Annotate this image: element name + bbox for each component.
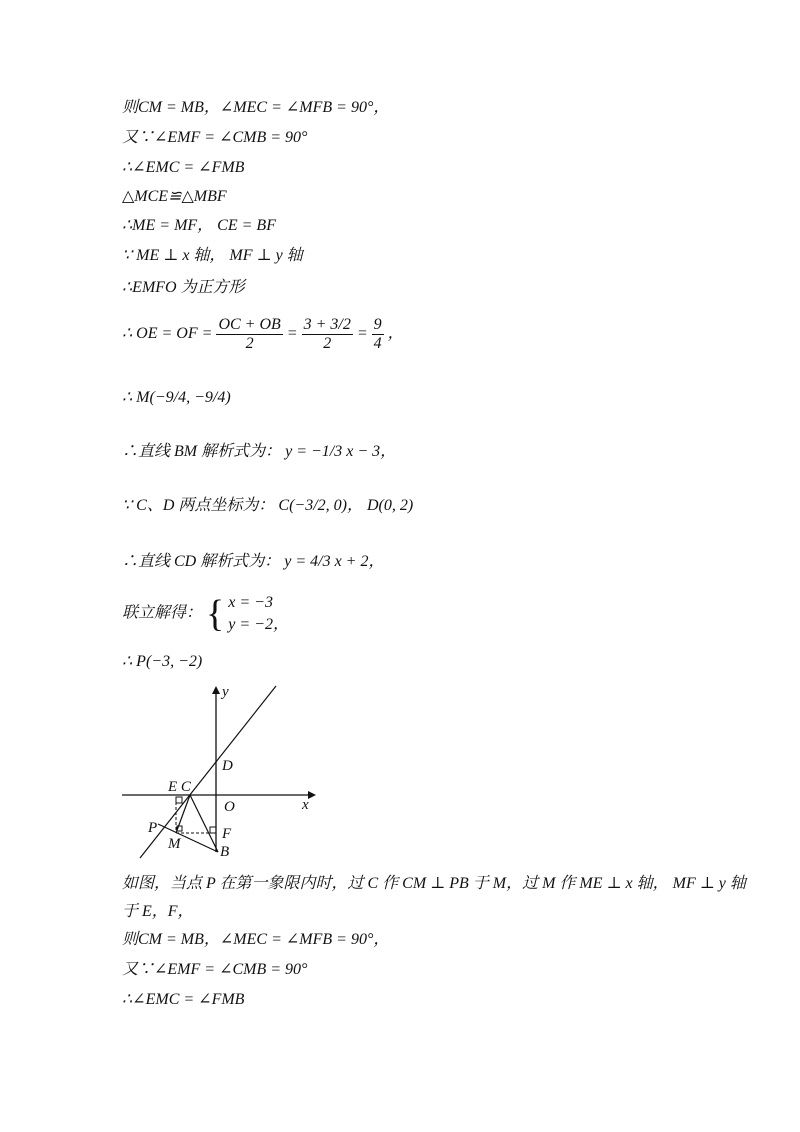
line-16: 于 E，F， — [122, 903, 194, 920]
line-2: 又∵∠EMF = ∠CMB = 90° — [122, 129, 308, 146]
line-6: ∵ ME ⊥ x 轴， MF ⊥ y 轴 — [122, 247, 303, 264]
line-4: △MCE≌△MBF — [122, 188, 227, 205]
fraction-1-num: OC + OB — [218, 316, 281, 333]
segment-cb — [190, 795, 218, 852]
line-1: 则CM = MB，∠MEC = ∠MFB = 90°， — [122, 99, 390, 116]
fraction-3-num: 9 — [373, 316, 382, 333]
fraction-1 — [216, 316, 282, 353]
label-y: y — [222, 684, 229, 700]
label-x: x — [302, 797, 309, 813]
fraction-1-den: 2 — [245, 335, 254, 352]
label-o: O — [224, 799, 235, 815]
line-17: 则CM = MB，∠MEC = ∠MFB = 90°， — [122, 931, 390, 948]
line-7: ∴EMFO 为正方形 — [122, 279, 245, 296]
line-11: ∵ C、D 两点坐标为： C(−3/2, 0)， D(0, 2) — [122, 497, 414, 514]
fraction-3 — [372, 316, 384, 353]
segment-cm — [176, 795, 190, 833]
fraction-2-num: 3 + 3/2 — [303, 316, 351, 333]
eq-end: ， — [387, 325, 404, 343]
label-b: B — [220, 844, 230, 860]
line-8 — [122, 316, 404, 353]
system-eq-1: x = −3 — [228, 594, 273, 611]
label-p: P — [148, 820, 158, 836]
y-axis-arrow-icon — [212, 686, 220, 694]
fraction-2-den: 2 — [323, 335, 332, 352]
eq-mid-2: = — [356, 325, 372, 343]
label-f: F — [222, 826, 232, 842]
right-angle-f — [210, 827, 216, 833]
fraction-3-den: 4 — [373, 335, 382, 352]
line-14: ∴ P(−3, −2) — [122, 653, 203, 670]
eq-prefix: ∴ OE = OF = — [122, 325, 217, 343]
line-12: ∴直线 CD 解析式为： y = 4/3 x + 2， — [122, 553, 385, 570]
geometry-figure — [118, 680, 318, 860]
line-19: ∴∠EMC = ∠FMB — [122, 991, 245, 1008]
solve-prefix: 联立解得： — [122, 604, 203, 622]
line-15: 如图，当点 P 在第一象限内时，过 C 作 CM ⊥ PB 于 M，过 M 作 ME ⊥ x 轴， MF ⊥ y 轴 — [122, 875, 746, 892]
equation-system — [228, 592, 289, 636]
eq-mid: = — [286, 325, 302, 343]
line-18: 又∵∠EMF = ∠CMB = 90° — [122, 961, 308, 978]
label-m: M — [168, 836, 181, 852]
label-ec: E C — [168, 779, 191, 795]
fraction-2 — [302, 316, 353, 353]
x-axis-arrow-icon — [308, 791, 316, 799]
segment-pb — [158, 824, 218, 852]
system-eq-2: y = −2， — [228, 616, 289, 633]
line-3: ∴∠EMC = ∠FMB — [122, 159, 245, 176]
line-9: ∴ M(−9/4, −9/4) — [122, 389, 231, 406]
line-13 — [122, 592, 289, 636]
line-5: ∴ME = MF， CE = BF — [122, 217, 276, 234]
label-d: D — [222, 758, 233, 774]
system-brace: { — [206, 593, 225, 635]
line-10: ∴直线 BM 解析式为： y = −1/3 x − 3， — [122, 443, 397, 460]
right-angle-e — [176, 797, 182, 803]
